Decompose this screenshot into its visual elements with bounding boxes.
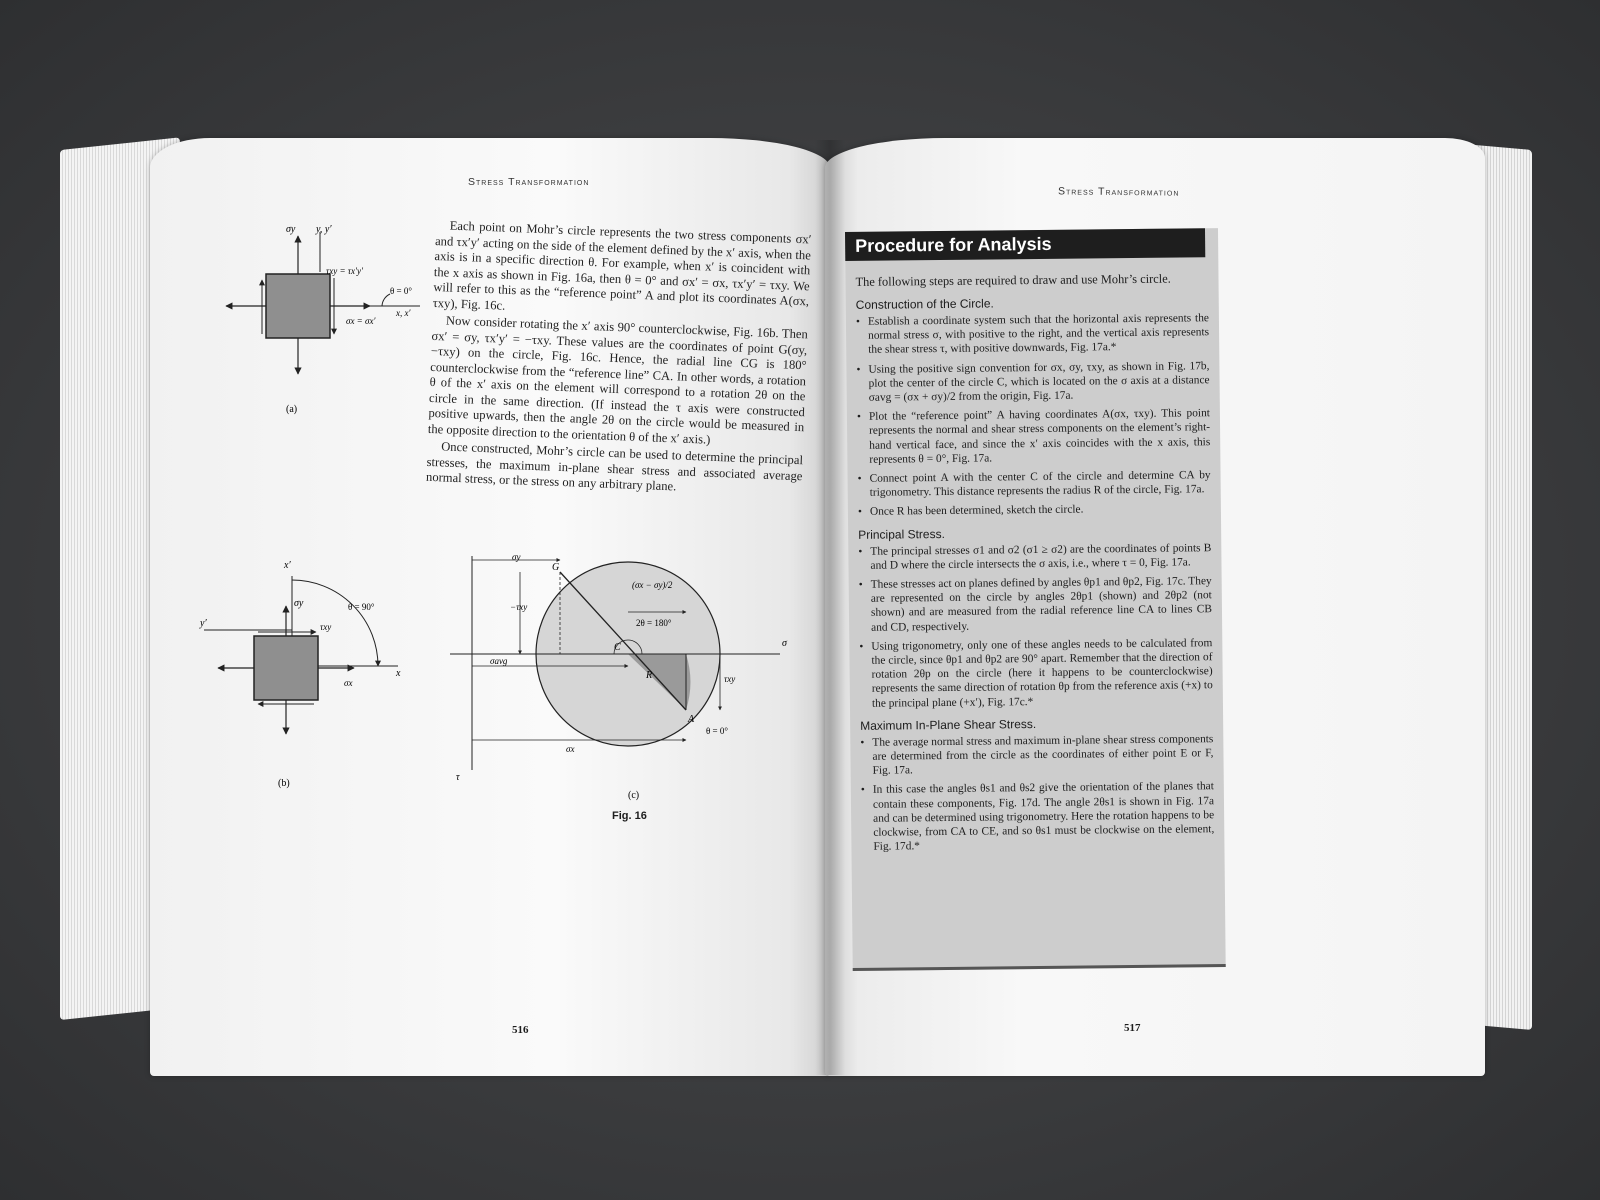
label-x-prime: x′ xyxy=(284,560,291,571)
section-heading-principal: Principal Stress. xyxy=(858,526,945,542)
list-item: • Establish a coordinate system such that the horizontal axis represents the normal stress σ, with positive to the right, and the vertical axis represents the shear stress τ, with positive downwards, Fig. 17a.* xyxy=(856,311,1209,357)
list-item: • Using trigonometry, only one of these angles needs to be calculated from the circle, since θp1 and θp2 are 90° apart. Remember that the direction of rotation 2θp on the circle (here it happens to be counterclockwise) represents the same direction of rotation θp from the reference axis (+x) to the principal plane (+x′), Fig. 17c.* xyxy=(859,636,1213,711)
list-item: • Once R has been determined, sketch the circle. xyxy=(858,502,1211,520)
fig-c-label: (c) xyxy=(628,790,640,801)
figure-caption: Fig. 16 xyxy=(612,810,647,822)
right-running-head: Stress Transformation xyxy=(1057,185,1180,199)
section-heading-shear: Maximum In-Plane Shear Stress. xyxy=(860,716,1037,733)
procedure-box xyxy=(845,228,1226,971)
label-sigma-x-b: σx xyxy=(344,678,353,688)
procedure-intro: The following steps are required to draw and use Mohr’s circle. xyxy=(855,271,1171,289)
list-item: • Using the positive sign convention for σx, σy, τxy, as shown in Fig. 17b, plot the center of the circle C, which is located on the σ axis at a distance σavg = (σx + σy)/2 from the origin, Fig. 17a. xyxy=(856,359,1209,405)
label-two-theta: 2θ = 180° xyxy=(636,618,672,628)
list-item: • The principal stresses σ1 and σ2 (σ1 ≥ σ2) are the coordinates of points B and D where the circle intersects the σ axis, i.e., where τ = 0, Fig. 17a. xyxy=(858,541,1211,573)
label-sigma-equality: σx = σx′ xyxy=(346,316,376,326)
list-item: • The average normal stress and maximum in-plane shear stress components are determined from the circle as the coordinates of either point E or F, Fig. 17a. xyxy=(860,732,1213,778)
figure-16b xyxy=(198,556,418,796)
list-item: • Plot the “reference point” A having coordinates A(σx, τxy). This point represents the normal and shear stress components on the element’s right-hand vertical face, and since the x′ axis coincides with the x axis, this represents θ = 0°, Fig. 17a. xyxy=(857,406,1211,467)
label-neg-tau: −τxy xyxy=(510,602,528,612)
point-G: G xyxy=(552,562,560,573)
label-y-prime: y′ xyxy=(200,618,207,629)
point-C: C xyxy=(614,642,621,653)
fig-b-label: (b) xyxy=(278,778,290,789)
list-item: • These stresses act on planes defined by angles θp1 and θp2, Fig. 17c. They are represented on the circle by angles 2θp1 (shown) and 2θp2 (not shown) and are measured from the radial reference line CA to lines CB and CD, respectively. xyxy=(859,574,1213,635)
label-sigma-y-c: σy xyxy=(512,552,521,562)
label-tau-b: τxy xyxy=(320,622,332,632)
figure-16c-mohr-circle xyxy=(450,550,800,820)
label-theta-zero-c: θ = 0° xyxy=(706,726,728,736)
left-running-head: Stress Transformation xyxy=(468,176,590,188)
list-item: • In this case the angles θs1 and θs2 give the orientation of the planes that contain these components, Fig. 17d. The angle 2θs1 is shown in Fig. 17a and can be determined using trigonometry. Here the rotation happens to be clockwise, from CA to CE, and so θs1 must be clockwise on the element, Fig. 17d.* xyxy=(861,780,1215,855)
rotated-stress-element xyxy=(254,636,318,700)
label-sigma-y: σy xyxy=(286,224,296,235)
right-page-number: 517 xyxy=(1124,1022,1141,1034)
point-A: A xyxy=(688,714,695,725)
paragraph-1: Each point on Mohr’s circle represents the two stress components σx′ and τx′y′ acting on the side of the element defined by the x′ axis, when the axis is in a specific direction θ. For example, when x′ is coincident with the x axis as shown in Fig. 16a, then θ = 0° and σx′ = σx, τx′y′ = τxy. We will refer to this as the “reference point” A and plot its coordinates A(σx, τxy), Fig. 16c. xyxy=(432,218,812,313)
label-sigma-axis: σ xyxy=(782,638,787,649)
left-page-number: 516 xyxy=(512,1024,529,1036)
left-body-text xyxy=(426,218,812,502)
label-tau-xy: τxy xyxy=(724,674,736,684)
label-sigma-y-b: σy xyxy=(294,598,304,609)
label-theta-zero: θ = 0° xyxy=(390,286,412,296)
label-tau-equality: τxy = τx′y′ xyxy=(326,266,363,276)
paragraph-3: Once constructed, Mohr’s circle can be used to determine the principal stresses, the maximum in-plane shear stress and associated average normal stress, or the stress on any arbitrary plane. xyxy=(425,439,804,494)
stress-element xyxy=(266,274,330,338)
procedure-title: Procedure for Analysis xyxy=(845,228,1205,261)
principal-steps xyxy=(858,541,1213,711)
label-sigma-avg: σavg xyxy=(490,656,508,666)
label-sigma-x-c: σx xyxy=(566,744,575,754)
figure-16a xyxy=(220,222,440,422)
construction-steps xyxy=(856,311,1211,519)
label-x-b: x xyxy=(396,668,401,679)
label-radius-R: R xyxy=(646,670,653,681)
shear-steps xyxy=(860,732,1214,854)
fig-a-label: (a) xyxy=(286,404,298,415)
label-tau-axis: τ xyxy=(456,772,460,783)
paragraph-2: Now consider rotating the x′ axis 90° counterclockwise, Fig. 16b. Then σx′ = σy, τx′y′ = −τxy. These values are the coordinates of point G(σy,−τxy) on the circle, Fig. 16c. Hence, the radial line CG is 180° counterclockwise from the “reference line” CA. In other words, a rotation θ of the x′ axis on the element will correspond to a rotation 2θ on the circle in the same direction. (If instead the τ axis were constructed positive upwards, then the angle 2θ on the circle would be measured in the opposite direction to the orientation θ of the x′ axis.) xyxy=(427,313,809,447)
list-item: • Connect point A with the center C of the circle and determine CA by trigonometry. This distance represents the radius R of the circle, Fig. 17a. xyxy=(858,468,1211,500)
label-y-yprime: y, y′ xyxy=(316,224,332,235)
label-theta-90: θ = 90° xyxy=(348,602,375,612)
label-x-xprime: x, x′ xyxy=(396,308,411,318)
book-gutter xyxy=(815,140,845,1075)
label-half-difference: (σx − σy)/2 xyxy=(632,580,673,590)
section-heading-construction: Construction of the Circle. xyxy=(855,296,994,312)
